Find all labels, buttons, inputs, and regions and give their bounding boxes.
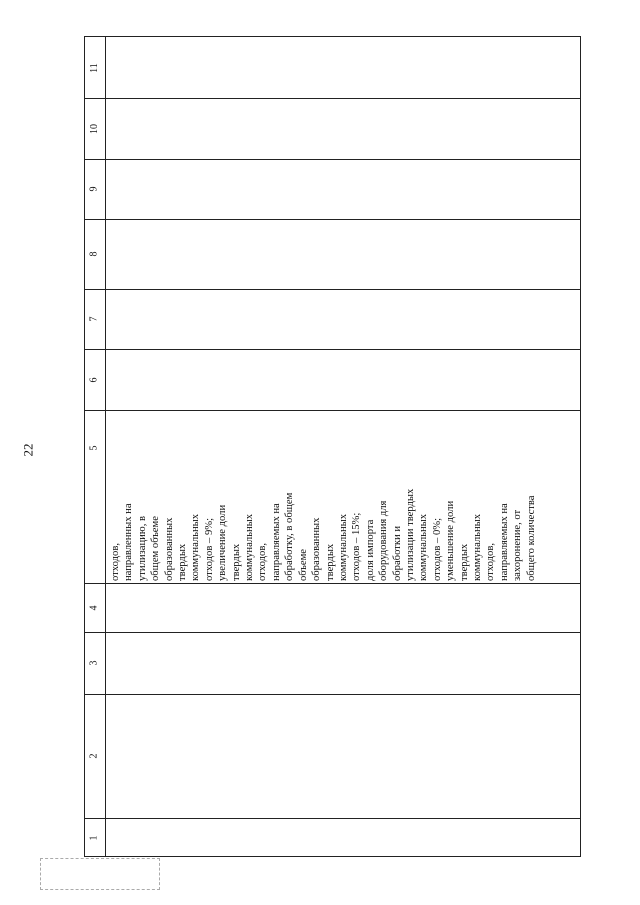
column5-line: отходов, — [110, 542, 121, 581]
column5-line: доля импорта — [364, 519, 376, 581]
column5-text — [109, 489, 538, 581]
column-header-1: 1 — [88, 835, 100, 841]
column-header-8: 8 — [88, 251, 100, 257]
column-header-6: 6 — [88, 377, 100, 383]
column5-line: коммунальных — [471, 513, 483, 581]
column-boundary — [84, 159, 581, 160]
stamp — [40, 858, 160, 890]
column5-line: отходов – 0%; — [431, 517, 443, 581]
column-header-7: 7 — [88, 316, 100, 322]
column-header-3: 3 — [88, 660, 100, 666]
column5-line: твердых — [177, 543, 189, 581]
column5-line: твердых — [458, 543, 470, 581]
page-number: 22 — [20, 443, 36, 457]
column-boundary — [84, 349, 581, 350]
column5-line: оборудования для — [378, 500, 390, 581]
column5-line: обработки и — [391, 526, 403, 581]
column5-line: захоронение, от — [512, 509, 524, 581]
column-header-11: 11 — [88, 63, 100, 73]
column5-line: отходов, — [257, 542, 269, 581]
column5-line: коммунальных — [418, 513, 430, 581]
column5-line: направляемых на — [498, 503, 510, 581]
column5-line: увеличение доли — [217, 504, 229, 581]
column-header-4: 4 — [88, 605, 100, 611]
column5-line: коммунальных — [190, 513, 202, 581]
column5-line: коммунальных — [337, 513, 349, 581]
column5-line: коммунальных — [244, 513, 256, 581]
column5-line: отходов, — [485, 542, 497, 581]
column-boundary — [84, 694, 581, 695]
column5-line: образованных — [163, 517, 175, 581]
column-boundary — [84, 98, 581, 99]
column5-line: обработку, в общем — [284, 492, 296, 581]
column-header-5: 5 — [88, 445, 100, 451]
column5-line: образованных — [311, 517, 323, 581]
column5-line: уменьшение доли — [445, 500, 457, 581]
column5-line: направляемых на — [270, 503, 282, 581]
column-header-9: 9 — [88, 186, 100, 192]
column-boundary — [84, 410, 581, 411]
column-header-2: 2 — [88, 753, 100, 759]
column5-line: твердых — [324, 543, 336, 581]
column5-line: общего количества — [525, 495, 537, 581]
column5-line: отходов – 9%; — [203, 517, 215, 581]
column-boundary — [84, 632, 581, 633]
column5-line: направленных на — [123, 503, 135, 581]
column5-line: утилизацию, в — [136, 516, 148, 581]
column-boundary — [84, 818, 581, 819]
column-boundary — [84, 289, 581, 290]
column5-line: утилизации твердых — [404, 488, 416, 581]
column5-line: твердых — [230, 543, 242, 581]
column5-line: общем объеме — [150, 516, 162, 581]
column5-line: отходов – 15%; — [351, 512, 363, 581]
column-boundary — [84, 219, 581, 220]
column-boundary — [84, 583, 581, 584]
column5-line: объеме — [297, 548, 309, 581]
column-header-10: 10 — [88, 124, 100, 134]
